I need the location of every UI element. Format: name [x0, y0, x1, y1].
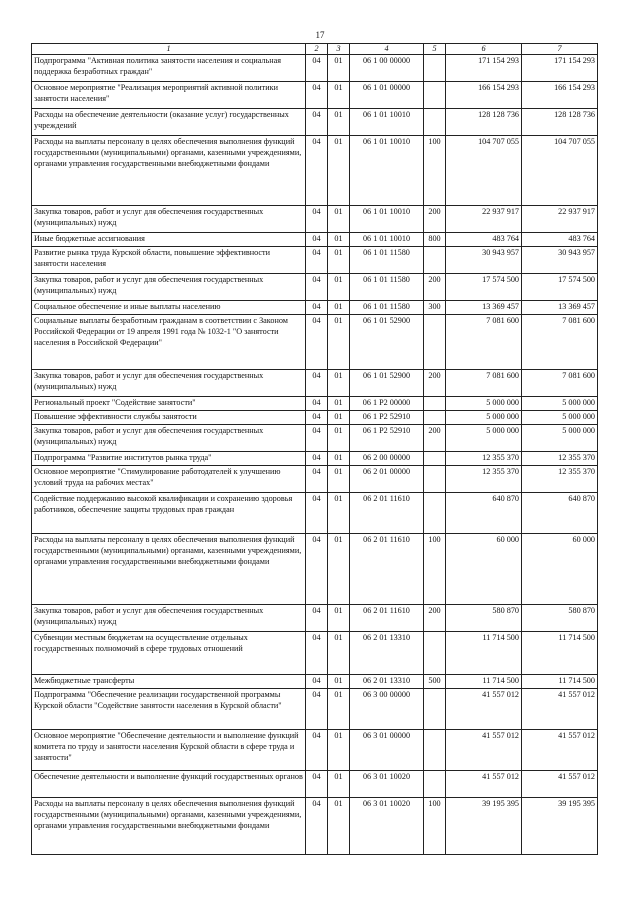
expense-type-code: 100	[424, 136, 446, 206]
amount-year-1: 30 943 957	[446, 247, 522, 274]
budget-table	[31, 43, 598, 855]
amount-year-2: 5 000 000	[522, 411, 598, 425]
subsection-code: 01	[328, 247, 350, 274]
row-name: Закупка товаров, работ и услуг для обеспечения государственных (муниципальных) нужд	[32, 274, 306, 301]
expense-type-code	[424, 397, 446, 411]
target-article-code: 06 1 01 11580	[350, 301, 424, 315]
section-code: 04	[306, 136, 328, 206]
section-code: 04	[306, 82, 328, 109]
amount-year-1: 13 369 457	[446, 301, 522, 315]
target-article-code: 06 1 P2 52910	[350, 411, 424, 425]
subsection-code: 01	[328, 397, 350, 411]
amount-year-1: 11 714 500	[446, 675, 522, 689]
expense-type-code	[424, 247, 446, 274]
table-row	[32, 136, 598, 206]
amount-year-1: 640 870	[446, 493, 522, 534]
subsection-code: 01	[328, 798, 350, 855]
column-header: 5	[424, 44, 446, 55]
subsection-code: 01	[328, 411, 350, 425]
amount-year-2: 580 870	[522, 605, 598, 632]
table-row	[32, 466, 598, 493]
amount-year-2: 5 000 000	[522, 425, 598, 452]
expense-type-code: 100	[424, 534, 446, 605]
target-article-code: 06 1 01 00000	[350, 82, 424, 109]
section-code: 04	[306, 466, 328, 493]
amount-year-1: 60 000	[446, 534, 522, 605]
table-row	[32, 632, 598, 675]
section-code: 04	[306, 55, 328, 82]
target-article-code: 06 3 01 10020	[350, 771, 424, 798]
amount-year-1: 41 557 012	[446, 730, 522, 771]
subsection-code: 01	[328, 315, 350, 370]
amount-year-2: 41 557 012	[522, 771, 598, 798]
section-code: 04	[306, 534, 328, 605]
amount-year-2: 60 000	[522, 534, 598, 605]
row-name: Расходы на выплаты персоналу в целях обеспечения выполнения функций государственными (муниципальными) органами, казенными учреждениями, органами управления государственными внебюджетными фондами	[32, 534, 306, 605]
table-row	[32, 301, 598, 315]
target-article-code: 06 1 01 52900	[350, 315, 424, 370]
row-name: Повышение эффективности службы занятости	[32, 411, 306, 425]
subsection-code: 01	[328, 206, 350, 233]
table-row	[32, 370, 598, 397]
row-name: Обеспечение деятельности и выполнение функций государственных органов	[32, 771, 306, 798]
amount-year-1: 12 355 370	[446, 466, 522, 493]
table-row	[32, 689, 598, 730]
table-row	[32, 206, 598, 233]
amount-year-2: 12 355 370	[522, 452, 598, 466]
table-row	[32, 605, 598, 632]
row-name: Социальное обеспечение и иные выплаты населению	[32, 301, 306, 315]
section-code: 04	[306, 274, 328, 301]
amount-year-1: 7 081 600	[446, 370, 522, 397]
row-name: Подпрограмма "Обеспечение реализации государственной программы Курской области "Содействие занятости населения в Курской области"	[32, 689, 306, 730]
subsection-code: 01	[328, 534, 350, 605]
section-code: 04	[306, 411, 328, 425]
subsection-code: 01	[328, 425, 350, 452]
section-code: 04	[306, 206, 328, 233]
table-row	[32, 493, 598, 534]
target-article-code: 06 2 01 11610	[350, 534, 424, 605]
expense-type-code: 200	[424, 425, 446, 452]
amount-year-1: 12 355 370	[446, 452, 522, 466]
subsection-code: 01	[328, 632, 350, 675]
row-name: Закупка товаров, работ и услуг для обеспечения государственных (муниципальных) нужд	[32, 370, 306, 397]
row-name: Расходы на выплаты персоналу в целях обеспечения выполнения функций государственными (муниципальными) органами, казенными учреждениями, органами управления государственными внебюджетными фондами	[32, 136, 306, 206]
row-name: Иные бюджетные ассигнования	[32, 233, 306, 247]
target-article-code: 06 2 01 13310	[350, 675, 424, 689]
amount-year-1: 5 000 000	[446, 411, 522, 425]
page-number: 17	[315, 30, 325, 40]
subsection-code: 01	[328, 452, 350, 466]
row-name: Основное мероприятие "Стимулирование работодателей к улучшению условий труда на рабочих местах"	[32, 466, 306, 493]
target-article-code: 06 1 P2 52910	[350, 425, 424, 452]
subsection-code: 01	[328, 301, 350, 315]
amount-year-2: 39 195 395	[522, 798, 598, 855]
column-header: 6	[446, 44, 522, 55]
target-article-code: 06 2 00 00000	[350, 452, 424, 466]
section-code: 04	[306, 247, 328, 274]
expense-type-code: 200	[424, 605, 446, 632]
subsection-code: 01	[328, 675, 350, 689]
target-article-code: 06 1 01 10010	[350, 109, 424, 136]
expense-type-code: 200	[424, 206, 446, 233]
row-name: Закупка товаров, работ и услуг для обеспечения государственных (муниципальных) нужд	[32, 425, 306, 452]
expense-type-code: 300	[424, 301, 446, 315]
target-article-code: 06 3 01 10020	[350, 798, 424, 855]
column-header: 4	[350, 44, 424, 55]
amount-year-1: 5 000 000	[446, 425, 522, 452]
table-row	[32, 534, 598, 605]
amount-year-2: 640 870	[522, 493, 598, 534]
expense-type-code	[424, 452, 446, 466]
section-code: 04	[306, 109, 328, 136]
subsection-code: 01	[328, 689, 350, 730]
target-article-code: 06 3 00 00000	[350, 689, 424, 730]
table-row	[32, 315, 598, 370]
amount-year-2: 104 707 055	[522, 136, 598, 206]
table-row	[32, 247, 598, 274]
target-article-code: 06 1 01 10010	[350, 233, 424, 247]
row-name: Основное мероприятие "Реализация мероприятий активной политики занятости населения"	[32, 82, 306, 109]
expense-type-code: 500	[424, 675, 446, 689]
table-row	[32, 274, 598, 301]
section-code: 04	[306, 233, 328, 247]
expense-type-code	[424, 689, 446, 730]
amount-year-1: 11 714 500	[446, 632, 522, 675]
section-code: 04	[306, 771, 328, 798]
table-row	[32, 397, 598, 411]
subsection-code: 01	[328, 274, 350, 301]
amount-year-2: 13 369 457	[522, 301, 598, 315]
row-name: Межбюджетные трансферты	[32, 675, 306, 689]
amount-year-1: 166 154 293	[446, 82, 522, 109]
target-article-code: 06 1 01 10010	[350, 206, 424, 233]
target-article-code: 06 1 P2 00000	[350, 397, 424, 411]
row-name: Расходы на обеспечение деятельности (оказание услуг) государственных учреждений	[32, 109, 306, 136]
section-code: 04	[306, 315, 328, 370]
section-code: 04	[306, 301, 328, 315]
subsection-code: 01	[328, 730, 350, 771]
subsection-code: 01	[328, 370, 350, 397]
amount-year-2: 171 154 293	[522, 55, 598, 82]
section-code: 04	[306, 452, 328, 466]
column-number-row	[32, 44, 598, 55]
row-name: Закупка товаров, работ и услуг для обеспечения государственных (муниципальных) нужд	[32, 605, 306, 632]
target-article-code: 06 3 01 00000	[350, 730, 424, 771]
row-name: Развитие рынка труда Курской области, повышение эффективности занятости населения	[32, 247, 306, 274]
expense-type-code	[424, 730, 446, 771]
amount-year-2: 12 355 370	[522, 466, 598, 493]
amount-year-2: 483 764	[522, 233, 598, 247]
target-article-code: 06 2 01 13310	[350, 632, 424, 675]
row-name: Подпрограмма "Активная политика занятости населения и социальная поддержка безработных граждан"	[32, 55, 306, 82]
amount-year-1: 17 574 500	[446, 274, 522, 301]
subsection-code: 01	[328, 233, 350, 247]
amount-year-2: 11 714 500	[522, 675, 598, 689]
expense-type-code: 800	[424, 233, 446, 247]
section-code: 04	[306, 397, 328, 411]
target-article-code: 06 2 01 00000	[350, 466, 424, 493]
table-row	[32, 233, 598, 247]
table-row	[32, 730, 598, 771]
expense-type-code: 200	[424, 274, 446, 301]
column-header: 3	[328, 44, 350, 55]
expense-type-code	[424, 466, 446, 493]
expense-type-code	[424, 109, 446, 136]
amount-year-1: 128 128 736	[446, 109, 522, 136]
section-code: 04	[306, 689, 328, 730]
subsection-code: 01	[328, 771, 350, 798]
row-name: Региональный проект "Содействие занятости"	[32, 397, 306, 411]
expense-type-code	[424, 771, 446, 798]
amount-year-2: 7 081 600	[522, 370, 598, 397]
column-header: 1	[32, 44, 306, 55]
target-article-code: 06 1 01 11580	[350, 247, 424, 274]
expense-type-code	[424, 632, 446, 675]
section-code: 04	[306, 730, 328, 771]
table-row	[32, 675, 598, 689]
row-name: Основное мероприятие "Обеспечение деятельности и выполнение функций комитета по труду и занятости населения Курской области в сфере труда и занятости"	[32, 730, 306, 771]
section-code: 04	[306, 605, 328, 632]
row-name: Подпрограмма "Развитие институтов рынка труда"	[32, 452, 306, 466]
amount-year-1: 41 557 012	[446, 771, 522, 798]
amount-year-1: 483 764	[446, 233, 522, 247]
table-row	[32, 55, 598, 82]
target-article-code: 06 1 01 11580	[350, 274, 424, 301]
target-article-code: 06 1 00 00000	[350, 55, 424, 82]
table-row	[32, 82, 598, 109]
amount-year-2: 128 128 736	[522, 109, 598, 136]
amount-year-1: 22 937 917	[446, 206, 522, 233]
expense-type-code	[424, 411, 446, 425]
row-name: Субвенции местным бюджетам на осуществление отдельных государственных полномочий в сфере трудовых отношений	[32, 632, 306, 675]
subsection-code: 01	[328, 605, 350, 632]
table-row	[32, 109, 598, 136]
section-code: 04	[306, 493, 328, 534]
expense-type-code	[424, 55, 446, 82]
amount-year-1: 41 557 012	[446, 689, 522, 730]
amount-year-2: 30 943 957	[522, 247, 598, 274]
expense-type-code	[424, 315, 446, 370]
expense-type-code	[424, 82, 446, 109]
target-article-code: 06 2 01 11610	[350, 605, 424, 632]
row-name: Расходы на выплаты персоналу в целях обеспечения выполнения функций государственными (муниципальными) органами, казенными учреждениями, органами управления государственными внебюджетными фондами	[32, 798, 306, 855]
target-article-code: 06 1 01 52900	[350, 370, 424, 397]
amount-year-2: 41 557 012	[522, 730, 598, 771]
amount-year-2: 17 574 500	[522, 274, 598, 301]
amount-year-2: 22 937 917	[522, 206, 598, 233]
target-article-code: 06 1 01 10010	[350, 136, 424, 206]
section-code: 04	[306, 425, 328, 452]
row-name: Социальные выплаты безработным гражданам в соответствии с Законом Российской Федерации от 19 апреля 1991 года № 1032-1 "О занятости населения в Российской Федерации"	[32, 315, 306, 370]
amount-year-2: 166 154 293	[522, 82, 598, 109]
subsection-code: 01	[328, 136, 350, 206]
section-code: 04	[306, 632, 328, 675]
table-row	[32, 425, 598, 452]
expense-type-code	[424, 493, 446, 534]
row-name: Закупка товаров, работ и услуг для обеспечения государственных (муниципальных) нужд	[32, 206, 306, 233]
row-name: Содействие поддержанию высокой квалификации и сохранению здоровья работников, обеспечение защиты трудовых прав граждан	[32, 493, 306, 534]
table-row	[32, 411, 598, 425]
expense-type-code: 200	[424, 370, 446, 397]
table-row	[32, 771, 598, 798]
column-header: 7	[522, 44, 598, 55]
amount-year-2: 5 000 000	[522, 397, 598, 411]
expense-type-code: 100	[424, 798, 446, 855]
subsection-code: 01	[328, 493, 350, 534]
amount-year-1: 7 081 600	[446, 315, 522, 370]
section-code: 04	[306, 370, 328, 397]
target-article-code: 06 2 01 11610	[350, 493, 424, 534]
section-code: 04	[306, 798, 328, 855]
amount-year-1: 580 870	[446, 605, 522, 632]
subsection-code: 01	[328, 82, 350, 109]
table-row	[32, 452, 598, 466]
table-row	[32, 798, 598, 855]
amount-year-1: 39 195 395	[446, 798, 522, 855]
subsection-code: 01	[328, 55, 350, 82]
amount-year-2: 11 714 500	[522, 632, 598, 675]
amount-year-1: 104 707 055	[446, 136, 522, 206]
amount-year-1: 5 000 000	[446, 397, 522, 411]
subsection-code: 01	[328, 466, 350, 493]
section-code: 04	[306, 675, 328, 689]
amount-year-1: 171 154 293	[446, 55, 522, 82]
amount-year-2: 41 557 012	[522, 689, 598, 730]
column-header: 2	[306, 44, 328, 55]
subsection-code: 01	[328, 109, 350, 136]
amount-year-2: 7 081 600	[522, 315, 598, 370]
